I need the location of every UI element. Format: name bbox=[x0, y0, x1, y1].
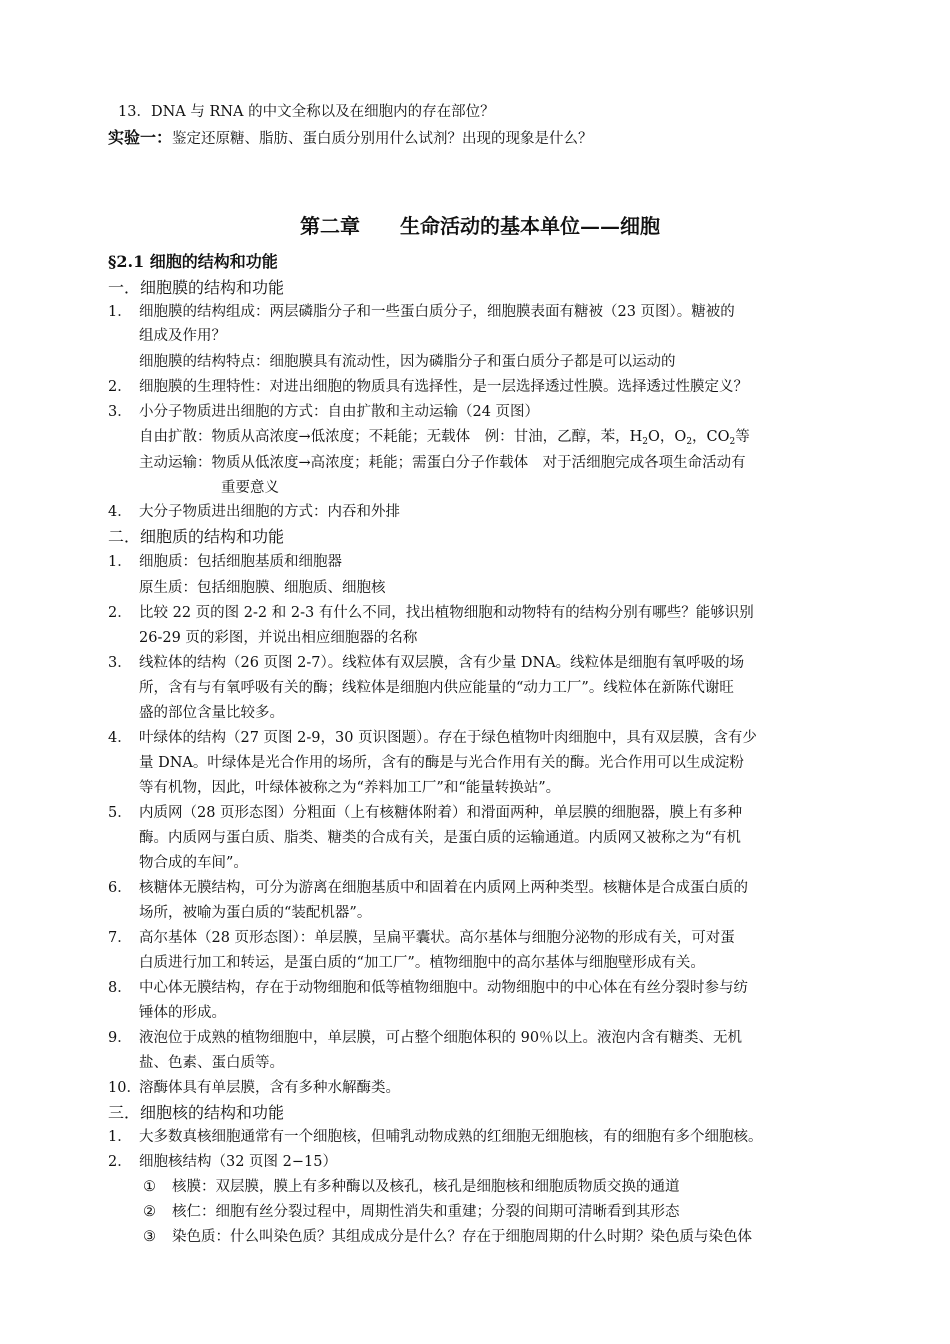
list-item-line: 酶。内质网与蛋白质、脂类、糖类的合成有关，是蛋白质的运输通道。内质网又被称之为“有机 bbox=[139, 830, 741, 846]
list-item-line: 线粒体的结构（26 页图 2-7）。线粒体有双层膜，含有少量 DNA。线粒体是细胞有氧呼吸的场 bbox=[139, 655, 745, 671]
list-number: 2． bbox=[108, 379, 132, 395]
circled-number: ② bbox=[143, 1204, 156, 1220]
sub-item-text: 染色质：什么叫染色质？其组成成分是什么？存在于细胞周期的什么时期？染色质与染色体 bbox=[172, 1229, 752, 1245]
list-number: 4． bbox=[108, 730, 132, 746]
list-item-line: 核糖体无膜结构，可分为游离在细胞基质中和固着在内质网上两种类型。核糖体是合成蛋白质的 bbox=[139, 880, 748, 896]
list-number: 1． bbox=[108, 304, 132, 320]
circled-number: ① bbox=[143, 1179, 156, 1195]
sub-item-text: 核仁：细胞有丝分裂过程中，周期性消失和重建；分裂的间期可清晰看到其形态 bbox=[172, 1204, 680, 1220]
heading-nucleus: 三．细胞核的结构和功能 bbox=[108, 1103, 285, 1122]
list-number: 3． bbox=[108, 404, 132, 420]
circled-number: ③ bbox=[143, 1229, 156, 1245]
list-item-line: 26-29 页的彩图，并说出相应细胞器的名称 bbox=[139, 630, 418, 646]
list-number: 1． bbox=[108, 554, 132, 570]
list-number: 2． bbox=[108, 1154, 132, 1170]
list-number: 1． bbox=[108, 1129, 132, 1145]
list-item-line: 小分子物质进出细胞的方式：自由扩散和主动运输（24 页图） bbox=[139, 404, 540, 420]
section-title: §2.1 细胞的结构和功能 bbox=[108, 252, 278, 271]
list-item-line: 大多数真核细胞通常有一个细胞核，但哺乳动物成熟的红细胞无细胞核，有的细胞有多个细胞核。 bbox=[139, 1129, 763, 1145]
list-item-line: 大分子物质进出细胞的方式：内吞和外排 bbox=[139, 504, 400, 520]
list-item-line: 锤体的形成。 bbox=[139, 1005, 226, 1021]
list-number: 9． bbox=[108, 1030, 132, 1046]
active-transport-line: 主动运输：物质从低浓度→高浓度；耗能；需蛋白分子作载体 对于活细胞完成各项生命活动有 bbox=[139, 455, 746, 471]
list-item-line: 白质进行加工和转运，是蛋白质的“加工厂”。植物细胞中的高尔基体与细胞壁形成有关。 bbox=[139, 955, 705, 971]
experiment-1 bbox=[108, 128, 593, 149]
active-transport-line: 重要意义 bbox=[221, 480, 279, 496]
list-item-line: 溶酶体具有单层膜，含有多种水解酶类。 bbox=[139, 1080, 400, 1096]
list-item-line: 细胞核结构（32 页图 2−15） bbox=[139, 1154, 337, 1170]
heading-cytoplasm: 二．细胞质的结构和功能 bbox=[108, 527, 285, 546]
list-item-line: 细胞质：包括细胞基质和细胞器 bbox=[139, 554, 342, 570]
question-13: 13．DNA 与 RNA 的中文全称以及在细胞内的存在部位？ bbox=[118, 104, 495, 120]
list-number: 7． bbox=[108, 930, 132, 946]
list-number: 4． bbox=[108, 504, 132, 520]
experiment-1-label: 实验一： bbox=[108, 128, 173, 147]
list-item-line: 盛的部位含量比较多。 bbox=[139, 705, 284, 721]
list-item-line: 盐、色素、蛋白质等。 bbox=[139, 1055, 284, 1071]
list-item-line: 量 DNA。叶绿体是光合作用的场所，含有的酶是与光合作用有关的酶。光合作用可以生成淀粉 bbox=[139, 755, 744, 771]
list-item-line: 高尔基体（28 页形态图）：单层膜，呈扁平囊状。高尔基体与细胞分泌物的形成有关，可对蛋 bbox=[139, 930, 735, 946]
list-number: 6． bbox=[108, 880, 132, 896]
list-item-line: 所，含有与有氧呼吸有关的酶；线粒体是细胞内供应能量的“动力工厂”。线粒体在新陈代谢旺 bbox=[139, 680, 734, 696]
list-number: 10． bbox=[108, 1080, 141, 1096]
list-item-line: 中心体无膜结构，存在于动物细胞和低等植物细胞中。动物细胞中的中心体在有丝分裂时参与纺 bbox=[139, 980, 748, 996]
list-item-line: 组成及作用？ bbox=[139, 328, 226, 344]
list-number: 8． bbox=[108, 980, 132, 996]
list-item-line: 原生质：包括细胞膜、细胞质、细胞核 bbox=[139, 580, 386, 596]
list-item-line: 场所，被喻为蛋白质的“装配机器”。 bbox=[139, 905, 372, 921]
list-item-line: 液泡位于成熟的植物细胞中，单层膜，可占整个细胞体积的 90％以上。液泡内含有糖类、无机 bbox=[139, 1030, 743, 1046]
list-item-line: 物合成的车间”。 bbox=[139, 855, 248, 871]
chapter-title: 第二章 生命活动的基本单位——细胞 bbox=[300, 214, 660, 238]
heading-membrane: 一．细胞膜的结构和功能 bbox=[108, 278, 285, 297]
list-item-line: 内质网（28 页形态图）分粗面（上有核糖体附着）和滑面两种，单层膜的细胞器，膜上有多种 bbox=[139, 805, 743, 821]
experiment-1-text: 鉴定还原糖、脂肪、蛋白质分别用什么试剂？出现的现象是什么？ bbox=[172, 131, 593, 147]
list-number: 3． bbox=[108, 655, 132, 671]
list-item-line: 叶绿体的结构（27 页图 2-9，30 页识图题）。存在于绿色植物叶肉细胞中，具有双层膜，含有少 bbox=[139, 730, 757, 746]
list-number: 5． bbox=[108, 805, 132, 821]
list-number: 2． bbox=[108, 605, 132, 621]
list-item-line: 等有机物，因此，叶绿体被称之为“养料加工厂”和“能量转换站”。 bbox=[139, 780, 561, 796]
list-item-line: 比较 22 页的图 2-2 和 2-3 有什么不同，找出植物细胞和动物特有的结构分别有哪些？能够识别 bbox=[139, 605, 754, 621]
list-item-line: 细胞膜的结构组成：两层磷脂分子和一些蛋白质分子，细胞膜表面有糖被（23 页图）。糖被的 bbox=[139, 304, 735, 320]
sub-item-text: 核膜：双层膜，膜上有多种酶以及核孔，核孔是细胞核和细胞质物质交换的通道 bbox=[172, 1179, 680, 1195]
free-diffusion-line: 自由扩散：物质从高浓度→低浓度；不耗能；无载体 例：甘油，乙醇，苯，$H_2O$，$O_2$，$CO_2$等 bbox=[139, 429, 750, 447]
list-item-line: 细胞膜的结构特点：细胞膜具有流动性，因为磷脂分子和蛋白质分子都是可以运动的 bbox=[139, 354, 676, 370]
list-item-line: 细胞膜的生理特性：对进出细胞的物质具有选择性，是一层选择透过性膜。选择透过性膜定义？ bbox=[139, 379, 748, 395]
